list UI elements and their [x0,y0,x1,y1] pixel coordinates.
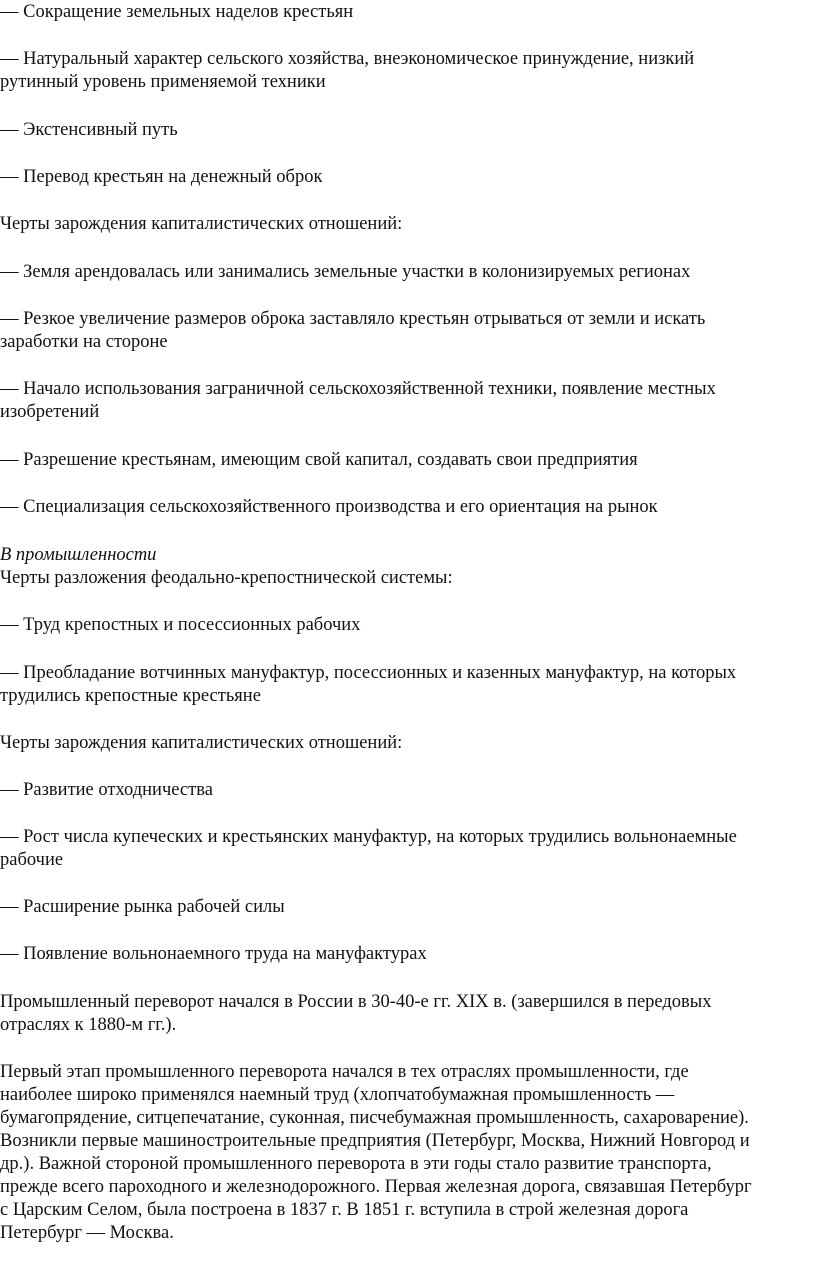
paragraph-line: наиболее широко применялся наемный труд (хлопчатобумажная промышленность — [0,1085,675,1105]
list-item: — Преобладание вотчинных мануфактур, посессионных и казенных мануфактур, на которых [0,663,737,683]
paragraph-line: Петербург — Москва. [0,1223,174,1243]
list-item: — Развитие отходничества [0,780,213,800]
paragraph-line: бумагопрядение, ситцепечатание, суконная, писчебумажная промышленность, сахароварение). [0,1108,749,1128]
paragraph-line: отраслях к 1880-м гг.). [0,1015,177,1035]
paragraph-line: др.). Важной стороной промышленного переворота в эти годы стало развитие транспорта, [0,1154,712,1174]
list-item-cont: заработки на стороне [0,332,168,352]
list-item-cont: рабочие [0,850,64,870]
list-item: — Сокращение земельных наделов крестьян [0,2,354,22]
section-heading: Черты зарождения капиталистических отношений: [0,214,403,234]
list-item: — Специализация сельскохозяйственного производства и его ориентация на рынок [0,497,658,517]
list-item: — Экстенсивный путь [0,120,178,140]
list-item: — Расширение рынка рабочей силы [0,897,285,917]
list-item-cont: изобретений [0,402,100,422]
paragraph-line: Первый этап промышленного переворота начался в тех отраслях промышленности, где [0,1062,689,1082]
section-heading: Черты разложения феодально-крепостнической системы: [0,568,453,588]
paragraph-line: Возникли первые машиностроительные предприятия (Петербург, Москва, Нижний Новгород и [0,1131,750,1151]
list-item: — Рост числа купеческих и крестьянских мануфактур, на которых трудились вольнонаемные [0,827,737,847]
list-item: — Начало использования заграничной сельскохозяйственной техники, появление местных [0,379,716,399]
list-item: — Труд крепостных и посессионных рабочих [0,615,361,635]
list-item: — Земля арендовалась или занимались земельные участки в колонизируемых регионах [0,262,691,282]
list-item: — Появление вольнонаемного труда на мануфактурах [0,944,427,964]
list-item: — Натуральный характер сельского хозяйства, внеэкономическое принуждение, низкий [0,49,695,69]
list-item-cont: трудились крепостные крестьяне [0,686,261,706]
list-item-cont: рутинный уровень применяемой техники [0,72,326,92]
paragraph-line: с Царским Селом, была построена в 1837 г. В 1851 г. вступила в строй железная дорога [0,1200,689,1220]
paragraph-line: прежде всего пароходного и железнодорожного. Первая железная дорога, связавшая Петербург [0,1177,752,1197]
list-item: — Разрешение крестьянам, имеющим свой капитал, создавать свои предприятия [0,450,638,470]
section-heading: Черты зарождения капиталистических отношений: [0,733,403,753]
list-item: — Резкое увеличение размеров оброка заставляло крестьян отрываться от земли и искать [0,309,706,329]
paragraph-line: Промышленный переворот начался в России в 30-40-е гг. XIX в. (завершился в передовых [0,992,712,1012]
list-item: — Перевод крестьян на денежный оброк [0,167,323,187]
subsection-title: В промышленности [0,545,157,565]
